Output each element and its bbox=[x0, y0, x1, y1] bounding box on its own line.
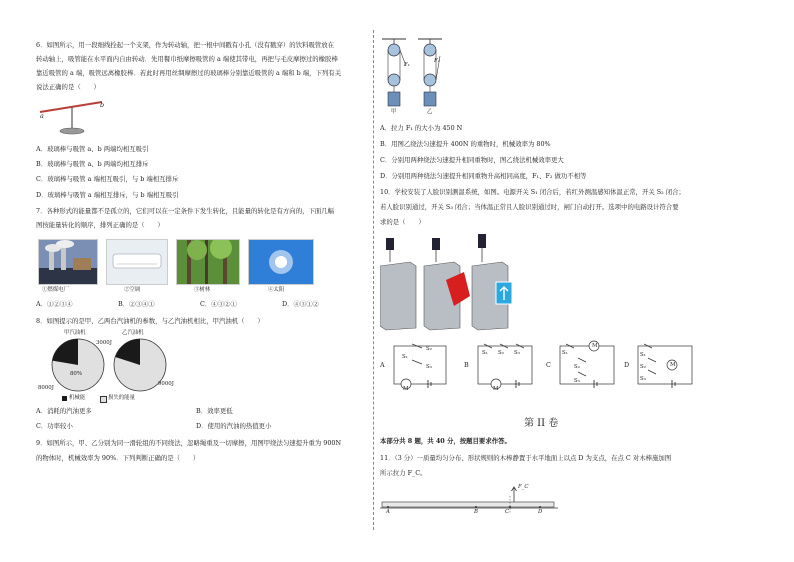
pie1-bottom-label: 8000J bbox=[38, 385, 54, 391]
q11-line-2: 所示拉力 F_C。 bbox=[380, 469, 427, 477]
q9-line-1: 9．如图所示，甲、乙分别为同一滑轮组的不同绕法，忽略绳重及一切摩擦，用图甲绕法匀速提升重为 900N bbox=[36, 439, 342, 447]
switch-d-s3: S₃ bbox=[640, 376, 646, 382]
photo-air-conditioner bbox=[106, 239, 168, 285]
switch-b-s1: S₁ bbox=[482, 350, 488, 356]
point-a: A bbox=[386, 509, 390, 515]
legend-loss: 损失的能量 bbox=[108, 395, 135, 401]
switch-c-s2: S₂ bbox=[574, 364, 580, 370]
q8-option-d: D．使用的汽油的热值更小 bbox=[196, 422, 272, 430]
legend-loss-swatch bbox=[100, 396, 107, 403]
q7-option-d: D．④③①② bbox=[282, 300, 320, 308]
pulley-figure bbox=[380, 36, 446, 118]
switch-a-s1: S₁ bbox=[402, 354, 408, 360]
q10-line-1: 10．学校安装了人脸识别测温系统，如图。电源开关 S₁ 闭合后，若红外测温感知体温正常，开关 S₂ 闭合； bbox=[380, 188, 685, 196]
switch-a-s2: S₂ bbox=[426, 346, 432, 352]
label-b: b bbox=[100, 101, 105, 109]
q7-line-2: 图按能量转化的顺序，排列正确的是（ ） bbox=[36, 221, 164, 229]
q8-option-b: B．效率更低 bbox=[196, 407, 233, 415]
switch-a-s3: S₃ bbox=[426, 364, 432, 370]
pie1-title: 甲汽油机 bbox=[64, 330, 86, 336]
legend-useful: 机械能 bbox=[69, 395, 86, 401]
label-yi: 乙 bbox=[427, 109, 433, 115]
q8-line-1: 8．如图提示的是甲、乙两台汽油机的参数，与乙汽油机相比，甲汽油机（ ） bbox=[36, 317, 264, 325]
switch-d-s2: S₂ bbox=[640, 364, 646, 370]
circuit-letter-a: A bbox=[380, 361, 385, 369]
label-f1: F₁ bbox=[404, 62, 410, 68]
circuit-a bbox=[388, 340, 454, 390]
label-a: a bbox=[40, 112, 44, 120]
circuit-letter-d: D bbox=[624, 361, 630, 369]
caption-4: ④太阳 bbox=[268, 287, 285, 293]
legend-useful-swatch bbox=[62, 396, 67, 401]
circuit-c bbox=[554, 340, 620, 390]
caption-2: ②空调 bbox=[124, 287, 141, 293]
q8-option-c: C．功率较小 bbox=[36, 422, 73, 430]
q9-line-2: 的物体时，机械效率为 90%．下列判断正确的是（ ） bbox=[36, 454, 200, 462]
q6-option-c: C．玻璃棒与吸管 a 端相互吸引，与 b 端相互排斥 bbox=[36, 175, 179, 183]
photo-forest bbox=[176, 239, 240, 285]
q6-line-3: 靠近吸管的 a 端，吸管远离橡胶棒．若此时再用丝绸摩擦过的玻璃棒分别靠近吸管的 a 端和 b 端，下列有关 bbox=[36, 69, 342, 77]
turnstile-gate-illustration bbox=[380, 232, 516, 332]
q6-line-1: 6．如图所示，用一段细线拴起一个支架，作为转动轴，把一根中间戳有小孔（没有戳穿）的饮料吸管放在 bbox=[36, 41, 335, 49]
circuit-letter-c: C bbox=[546, 361, 551, 369]
q6-line-4: 说法正确的是（ ） bbox=[36, 83, 100, 91]
q7-option-b: B．②③④① bbox=[118, 300, 155, 308]
switch-d-s1: S₁ bbox=[640, 352, 646, 358]
pie1-top-label: 3000J bbox=[96, 340, 112, 346]
right-column bbox=[378, 0, 794, 562]
section-note: 本部分共 8 题，共 40 分，按题目要求作答。 bbox=[380, 437, 511, 445]
q6-line-2: 转动轴上，吸管能在水平面内自由转动．先用餐巾纸摩擦吸管的 a 端使其带电，再把与毛皮摩擦过的橡胶棒 bbox=[36, 55, 338, 63]
q11-line-1: 11．（3 分）一质量均匀分布、形状规则的木棒静置于水平地面上以点 D 为支点，在点 C 对木棒施加图 bbox=[380, 454, 672, 462]
q9-option-d: D．分别用两种绕法匀速提升相同重物升高相同高度，F₁、F₂ 做功不相等 bbox=[380, 172, 587, 180]
circuit-b bbox=[472, 340, 538, 390]
point-d: D bbox=[538, 509, 543, 515]
switch-c-s1: S₁ bbox=[562, 350, 568, 356]
label-jia: 甲 bbox=[391, 109, 397, 115]
switch-c-s3: S₃ bbox=[574, 378, 580, 384]
pie1-percent: 80% bbox=[70, 371, 82, 377]
photo-coal-plant bbox=[38, 239, 98, 285]
q9-option-b: B．用图乙绕法匀速提升 400N 的重物时，机械效率为 80% bbox=[380, 140, 551, 148]
rod-figure bbox=[380, 484, 560, 518]
q6-option-d: D．玻璃棒与吸管 a 端相互排斥，与 b 端相互吸引 bbox=[36, 191, 179, 199]
motor-b: M bbox=[493, 386, 499, 392]
caption-1: ①燃煤电厂 bbox=[42, 287, 69, 293]
q7-option-c: C．④③②① bbox=[200, 300, 237, 308]
force-label: F_C bbox=[518, 484, 529, 490]
q6-option-a: A．玻璃棒与吸管 a、b 两端均相互吸引 bbox=[36, 145, 149, 153]
q6-option-b: B．玻璃棒与吸管 a、b 两端均相互排斥 bbox=[36, 160, 149, 168]
pie2-title: 乙汽油机 bbox=[122, 330, 144, 336]
point-c: C bbox=[505, 509, 510, 515]
motor-a: M bbox=[403, 386, 409, 392]
q10-line-3: 求的是（ ） bbox=[380, 218, 425, 226]
q7-option-a: A．①②③④ bbox=[36, 300, 73, 308]
switch-b-s3: S₃ bbox=[514, 350, 520, 356]
circuit-letter-b: B bbox=[464, 361, 469, 369]
label-f2: F₂ bbox=[434, 58, 440, 64]
caption-3: ③树林 bbox=[194, 287, 211, 293]
photo-sun bbox=[248, 239, 314, 285]
q10-line-2: 若人脸识别通过，开关 S₃ 闭合；当体温正常且人脸识别通过时，闸门自动打开。选项中的电路设计符合要 bbox=[380, 203, 679, 211]
left-column bbox=[0, 0, 372, 562]
q9-option-a: A．拉力 F₁ 的大小为 450 N bbox=[380, 124, 463, 132]
q9-option-c: C．分别用两种绕法匀速提升相同重物时，图乙绕法机械效率更大 bbox=[380, 156, 564, 164]
motor-d: M bbox=[670, 362, 676, 368]
switch-b-s2: S₂ bbox=[498, 350, 504, 356]
motor-c: M bbox=[592, 343, 598, 349]
column-divider bbox=[373, 30, 374, 530]
pie2-right-label: 9000J bbox=[158, 381, 174, 387]
section-title: 第 II 卷 bbox=[524, 418, 559, 429]
point-b: B bbox=[474, 509, 478, 515]
q8-option-a: A．消耗的汽油更多 bbox=[36, 407, 92, 415]
q7-line-1: 7．各种形式的能量都不是孤立的，它们可以在一定条件下发生转化，且能量的转化是有方向的，下面几幅 bbox=[36, 207, 335, 215]
